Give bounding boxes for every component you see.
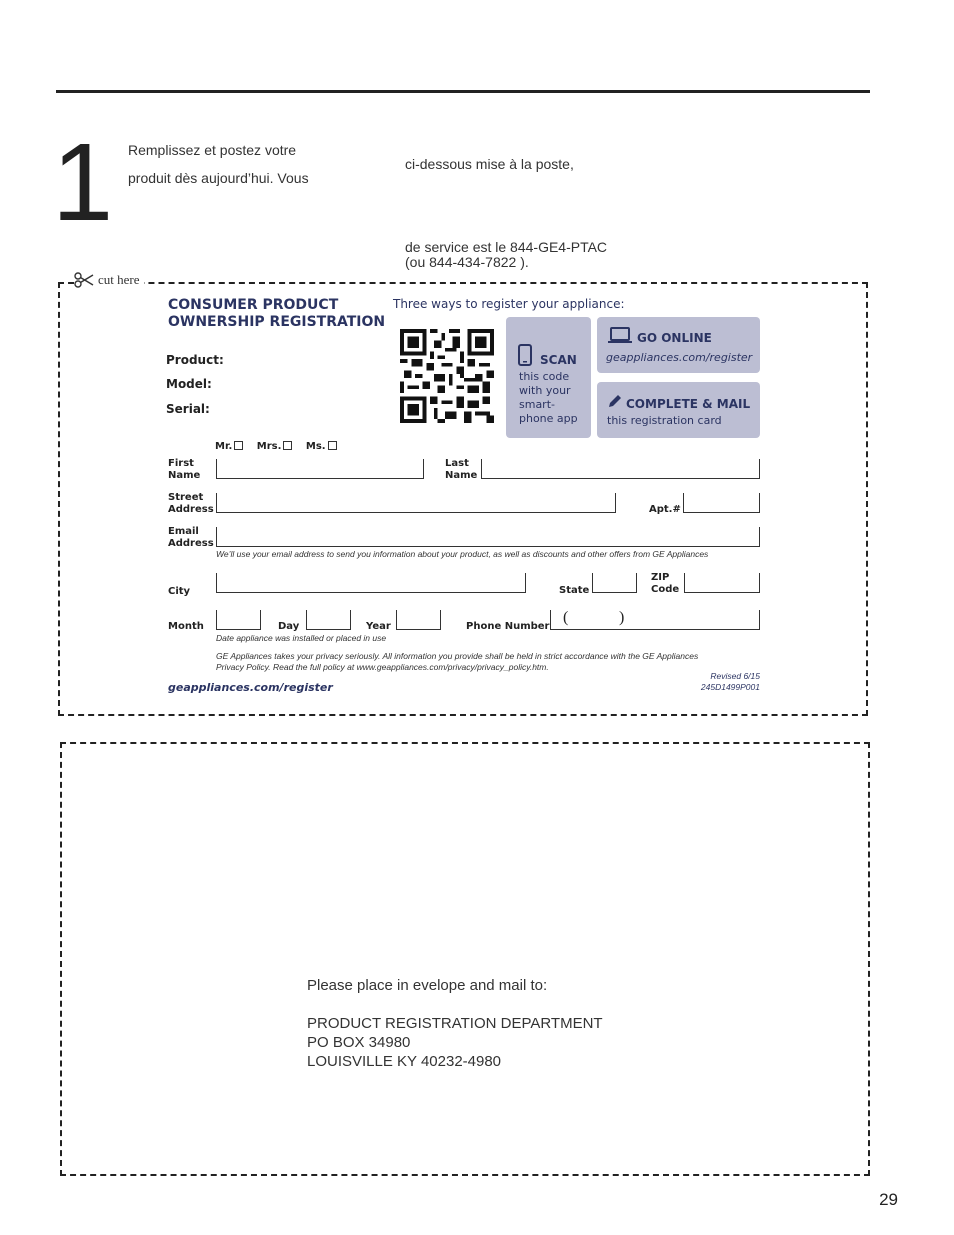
fr-text-line-4: de service est le 844-GE4-PTAC	[405, 239, 608, 255]
scan-line-4: phone app	[519, 412, 578, 425]
phone-number-field[interactable]	[550, 610, 760, 630]
zip-code-label	[651, 572, 679, 596]
complete-mail-sub: this registration card	[607, 414, 722, 427]
zip-code-field[interactable]	[684, 573, 760, 593]
street-label-2: Address	[168, 504, 214, 515]
mr-checkbox[interactable]	[234, 441, 243, 450]
serial-label: Serial:	[166, 402, 210, 416]
go-online-url[interactable]: geappliances.com/register	[606, 351, 753, 364]
footer-url[interactable]: geappliances.com/register	[168, 681, 333, 694]
state-label: State	[559, 585, 590, 596]
first-name-label	[168, 458, 200, 482]
zip-label-2: Code	[651, 584, 680, 595]
year-label: Year	[366, 621, 391, 632]
phone-paren-close: )	[619, 609, 625, 626]
privacy-line-1: GE Appliances takes your privacy seriously. All information you provide shall be held in strict accordance with the GE Appliances	[216, 651, 699, 661]
card-title-line-2: OWNERSHIP REGISTRATION	[168, 314, 386, 330]
cut-here-text: cut here	[98, 272, 140, 287]
first-name-label-2: Name	[168, 470, 201, 481]
state-field[interactable]	[592, 573, 637, 593]
last-name-label	[445, 458, 477, 482]
zip-label-1: ZIP	[651, 572, 670, 583]
street-address-label	[168, 492, 214, 516]
email-label-1: Email	[168, 526, 199, 537]
page-number: 29	[879, 1190, 898, 1209]
privacy-line-2: Privacy Policy. Read the full policy at www.geappliances.com/privacy/privacy_policy.htm.	[216, 662, 549, 672]
header-rule	[56, 90, 870, 93]
pencil-icon	[607, 393, 623, 409]
address-line-1: PRODUCT REGISTRATION DEPARTMENT	[307, 1015, 603, 1032]
apt-field[interactable]	[683, 493, 760, 513]
address-line-2: PO BOX 34980	[307, 1034, 411, 1051]
go-online-heading: GO ONLINE	[637, 331, 712, 345]
mrs-checkbox[interactable]	[283, 441, 292, 450]
last-name-label-2: Name	[445, 470, 478, 481]
email-address-field[interactable]	[216, 527, 760, 547]
revision-info	[696, 671, 760, 693]
scan-line-1: this code	[519, 370, 570, 383]
envelope-cutout	[60, 742, 870, 1176]
scissors-icon	[74, 272, 94, 288]
fr-text-line-3: ci-dessous mise à la poste,	[405, 156, 574, 172]
step-number: 1	[52, 121, 114, 244]
card-title	[168, 297, 385, 331]
last-name-label-1: Last	[445, 458, 469, 469]
envelope-instruction: Please place in evelope and mail to:	[307, 977, 548, 994]
day-label: Day	[278, 621, 300, 632]
month-label: Month	[168, 621, 204, 632]
mrs-label: Mrs.	[256, 441, 282, 452]
fr-text-line-5: (ou 844-434-7822 ).	[405, 254, 529, 270]
email-address-label	[168, 526, 214, 550]
address-line-3: LOUISVILLE KY 40232-4980	[307, 1053, 502, 1070]
street-label-1: Street	[168, 492, 204, 503]
phone-paren-open: (	[563, 609, 569, 626]
title-options	[215, 441, 337, 453]
fr-text-line-1: Remplissez et postez votre	[128, 142, 297, 158]
model-label: Model:	[166, 377, 212, 391]
street-address-field[interactable]	[216, 493, 616, 513]
scan-description	[519, 370, 578, 426]
complete-mail-panel	[597, 382, 760, 438]
three-ways-heading: Three ways to register your appliance:	[393, 297, 625, 311]
scan-line-2: with your	[519, 384, 571, 397]
first-name-field[interactable]	[216, 459, 424, 479]
city-field[interactable]	[216, 573, 526, 593]
mailing-address	[307, 1014, 603, 1071]
email-label-2: Address	[168, 538, 214, 549]
fr-text-line-2: produit dès aujourd’hui. Vous	[128, 170, 309, 186]
laptop-icon	[608, 327, 632, 344]
mr-label: Mr.	[215, 441, 233, 452]
privacy-notice	[216, 651, 698, 673]
first-name-label-1: First	[168, 458, 194, 469]
scan-line-3: smart-	[519, 398, 555, 411]
apt-label: Apt.#	[649, 504, 681, 515]
city-label: City	[168, 586, 191, 597]
email-note: We’ll use your email address to send you information about your product, as well as discounts and other offers from GE Appliances	[216, 549, 709, 559]
qr-code[interactable]	[400, 326, 494, 426]
last-name-field[interactable]	[481, 459, 760, 479]
year-field[interactable]	[396, 610, 441, 630]
scan-heading: SCAN	[540, 353, 577, 367]
ms-label: Ms.	[305, 441, 326, 452]
month-field[interactable]	[216, 610, 261, 630]
phone-number-label: Phone Number	[466, 621, 550, 632]
card-title-line-1: CONSUMER PRODUCT	[168, 297, 339, 313]
product-label: Product:	[166, 353, 224, 367]
complete-mail-heading: COMPLETE & MAIL	[626, 397, 751, 411]
date-note: Date appliance was installed or placed in use	[216, 633, 387, 643]
part-code: 245D1499P001	[700, 682, 760, 692]
cut-here-label	[74, 272, 144, 288]
day-field[interactable]	[306, 610, 351, 630]
smartphone-icon	[518, 344, 532, 366]
go-online-panel[interactable]	[597, 317, 760, 373]
revised-date: Revised 6/15	[710, 671, 760, 681]
scan-panel	[506, 317, 591, 438]
ms-checkbox[interactable]	[328, 441, 337, 450]
